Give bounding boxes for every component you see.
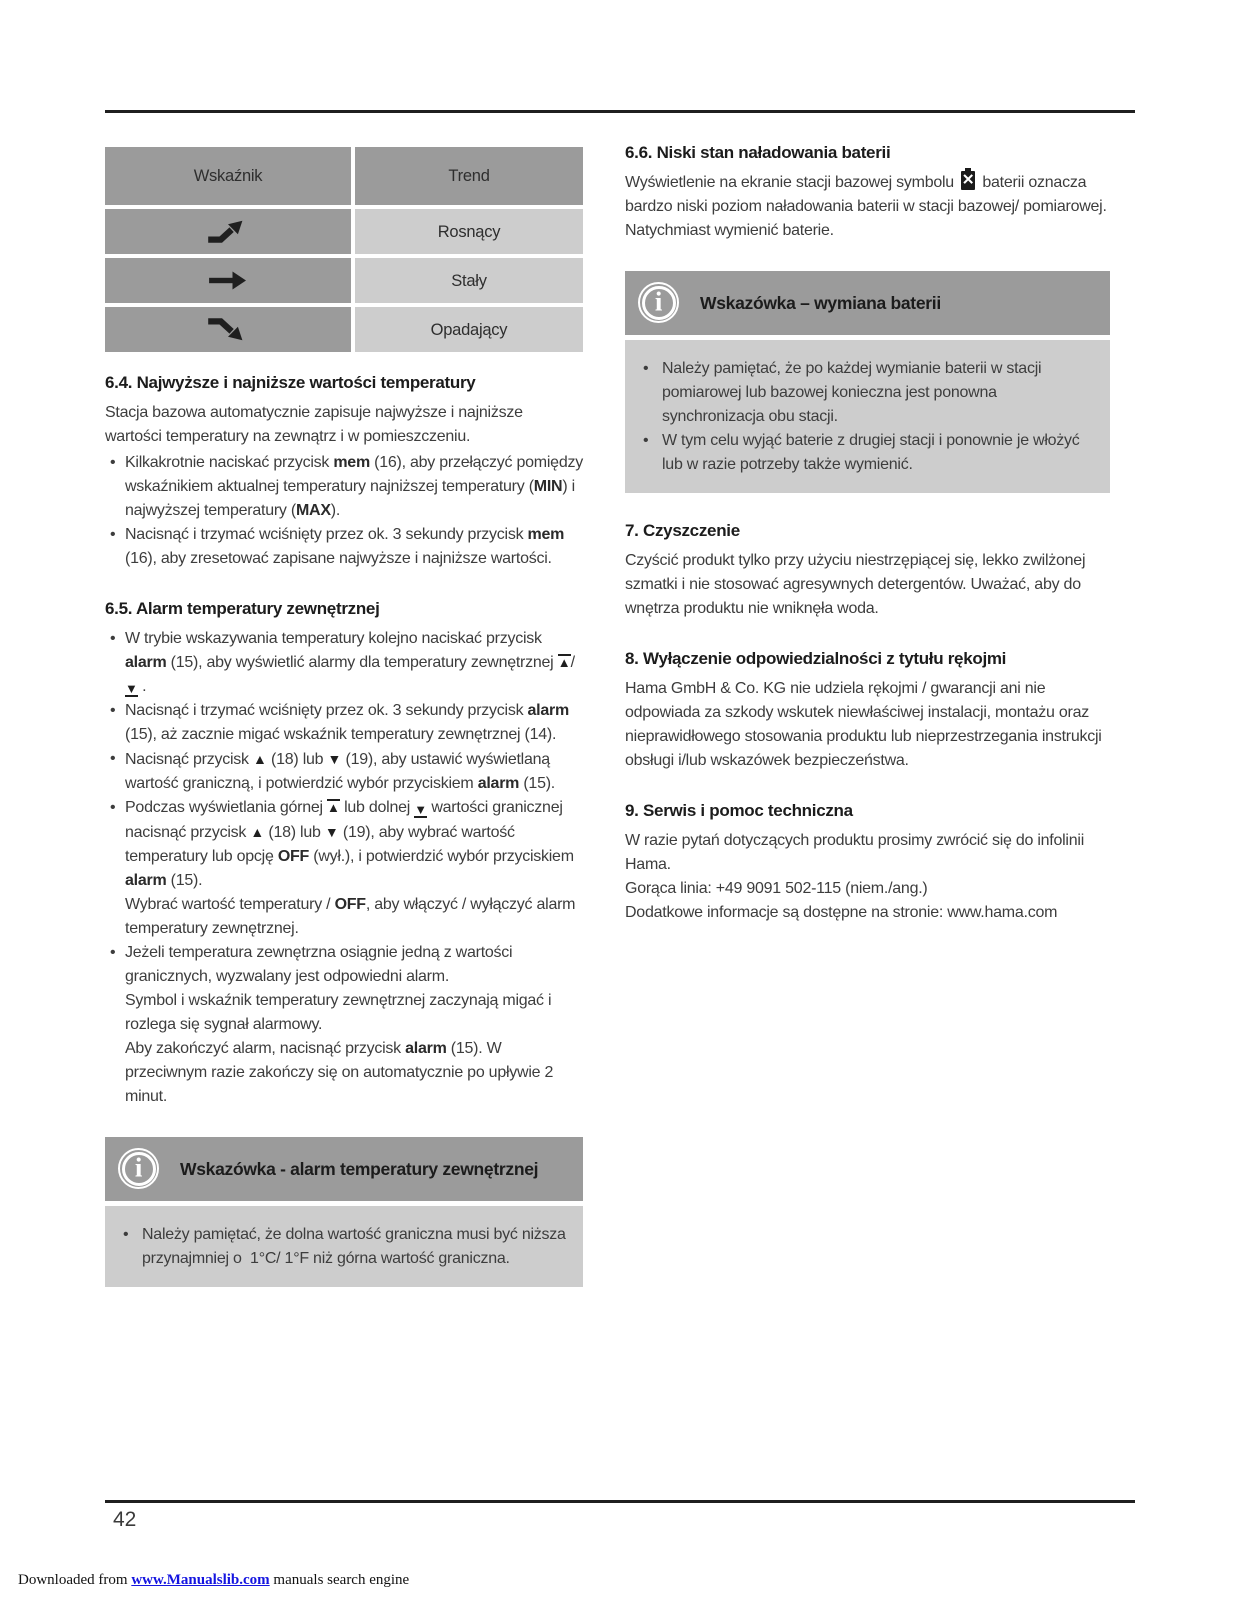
note-box-battery-header [625,271,1110,335]
note-box-alarm-body [105,1206,583,1287]
trend-up-arrow-icon [205,218,251,245]
header-label: Trend [448,167,490,185]
page-number: 42 [113,1508,137,1531]
bullet-item: • Podczas wyświetlania górnej ▲ lub dolnej ▼ wartości granicznej nacisnąć przycisk ▲ (18) lub ▼ (19), aby wybrać wartość temperatury lub opcję OFF (wył.), i potwierdzić wybór przyciskiem alarm (15). Wybrać wartość temperatury / OFF, aby włączyć / wyłączyć alarm temperatury zewnętrznej. [105,796,583,941]
tri-down-icon [327,747,341,771]
tri-down-bar-icon [125,683,138,697]
trend-flat-arrow-icon [205,267,251,294]
section-8-paragraph: Hama GmbH & Co. KG nie udziela rękojmi / gwarancji ani nie odpowiada za szkody wskutek niewłaściwej instalacji, montażu oraz nieprawidłowego stosowania produktu lub nieprzestrzegania instrukcji obsługi i/lub wskazówek bezpieczeństwa. [625,680,1102,769]
section-8-heading: 8. Wyłączenie odpowiedzialności z tytułu rękojmi [625,649,1007,668]
section-7-paragraph: Czyścić produkt tylko przy użyciu niestrzępiącej się, lekko zwilżonej szmatki i nie stosować agresywnych detergentów. Uważać, aby do wnętrza produktu nie wniknęła woda. [625,552,1086,617]
bullet-item: • Należy pamiętać, że po każdej wymianie baterii w stacji pomiarowej lub bazowej konieczna jest ponowna synchronizacja obu stacji. [625,357,1096,429]
info-icon [118,1148,159,1189]
bullet-item: • Nacisnąć i trzymać wciśnięty przez ok. 3 sekundy przycisk alarm (15), aż zacznie migać wskaźnik temperatury zewnętrznej (14). [105,699,583,747]
bottom-rule [105,1500,1135,1503]
trend-indicator-table [105,147,583,352]
right-column [625,141,1110,927]
tri-up-bar-icon [558,654,571,668]
info-icon [638,282,679,323]
trend-label: Stały [451,271,487,290]
download-footer [18,1570,409,1590]
trend-label: Opadający [430,320,508,339]
tri-down-icon [325,820,339,844]
tri-down-bar-icon [414,804,427,818]
trend-label: Rosnący [437,222,501,241]
tri-up-icon [250,820,264,844]
download-footer-prefix: Downloaded from [18,1572,132,1588]
bullet-item: • Kilkakrotnie naciskać przycisk mem (16), aby przełączyć pomiędzy wskaźnikiem aktualnej temperatury najniższej temperatury (MIN) i najwyższej temperatury (MAX). [105,451,583,523]
section-6-5-heading: 6.5. Alarm temperatury zewnętrznej [105,599,380,618]
section-6-5-bullets [105,627,583,1109]
download-footer-suffix: manuals search engine [269,1572,410,1588]
section-6-6-heading: 6.6. Niski stan naładowania baterii [625,143,891,162]
table-cell-trend [355,209,583,254]
note-box-alarm-title: Wskazówka - alarm temperatury zewnętrznej [180,1159,539,1179]
section-6-4-heading: 6.4. Najwyższe i najniższe wartości temperatury [105,373,476,392]
table-cell-trend [355,258,583,303]
section-7-heading: 7. Czyszczenie [625,521,740,540]
section-6-6-paragraph: Wyświetlenie na ekranie stacji bazowej symbolu ✕ baterii oznacza bardzo niski poziom naładowania baterii w stacji bazowej/ pomiarowej. Natychmiast wymienić baterie. [625,171,1110,243]
battery-low-icon [961,171,975,190]
section-6-4-bullets [105,451,583,571]
section-9-paragraph: W razie pytań dotyczących produktu prosimy zwrócić się do infolinii Hama. Gorąca linia: +49 9091 502-115 (niem./ang.) Dodatkowe informacje są dostępne na stronie: www.hama.com [625,832,1084,921]
table-cell-trend [355,307,583,352]
note-box-alarm-header [105,1137,583,1201]
tri-up-bar-icon [327,799,340,813]
trend-down-arrow-icon [205,316,251,343]
bullet-item: • Nacisnąć i trzymać wciśnięty przez ok. 3 sekundy przycisk mem (16), aby zresetować zapisane najwyższe i najniższe wartości. [105,523,583,571]
section-9-heading: 9. Serwis i pomoc techniczna [625,801,853,820]
table-cell-indicator [105,258,351,303]
tri-up-icon [253,747,267,771]
section-6-4-intro: Stacja bazowa automatycznie zapisuje najwyższe i najniższe wartości temperatury na zewnątrz i w pomieszczeniu. [105,404,523,445]
table-cell-indicator [105,307,351,352]
table-header-trend [355,147,583,205]
bullet-item: • Jeżeli temperatura zewnętrzna osiągnie jedną z wartości granicznych, wyzwalany jest odpowiedni alarm. Symbol i wskaźnik temperatury zewnętrznej zaczynają migać i rozlega się sygnał alarmowy. Aby zakończyć alarm, nacisnąć przycisk alarm (15). W przeciwnym razie zakończy się on automatycznie po upływie 2 minut. [105,941,583,1109]
note-box-battery [625,271,1110,493]
bullet-item: • Należy pamiętać, że dolna wartość graniczna musi być niższa przynajmniej o 1°C/ 1°F niż górna wartość graniczna. [105,1223,569,1271]
bullet-item: • W trybie wskazywania temperatury kolejno naciskać przycisk alarm (15), aby wyświetlić alarmy dla temperatury zewnętrznej ▲/▼ . [105,627,583,699]
top-rule [105,110,1135,113]
header-label: Wskaźnik [193,167,263,185]
note-box-battery-body [625,340,1110,493]
manualslib-link[interactable]: www.Manualslib.com [131,1572,270,1588]
note-box-battery-bullets [625,357,1096,477]
note-box-battery-title: Wskazówka – wymiana baterii [700,293,941,313]
table-cell-indicator [105,209,351,254]
bullet-item: • W tym celu wyjąć baterie z drugiej stacji i ponownie je włożyć lub w razie potrzeby także wymienić. [625,429,1096,477]
note-box-alarm [105,1137,583,1287]
table-header-indicator [105,147,351,205]
left-column [105,147,583,1287]
bullet-item: • Nacisnąć przycisk ▲ (18) lub ▼ (19), aby ustawić wyświetlaną wartość graniczną, i potwierdzić wybór przyciskiem alarm (15). [105,747,583,796]
note-box-alarm-bullets [105,1223,569,1271]
